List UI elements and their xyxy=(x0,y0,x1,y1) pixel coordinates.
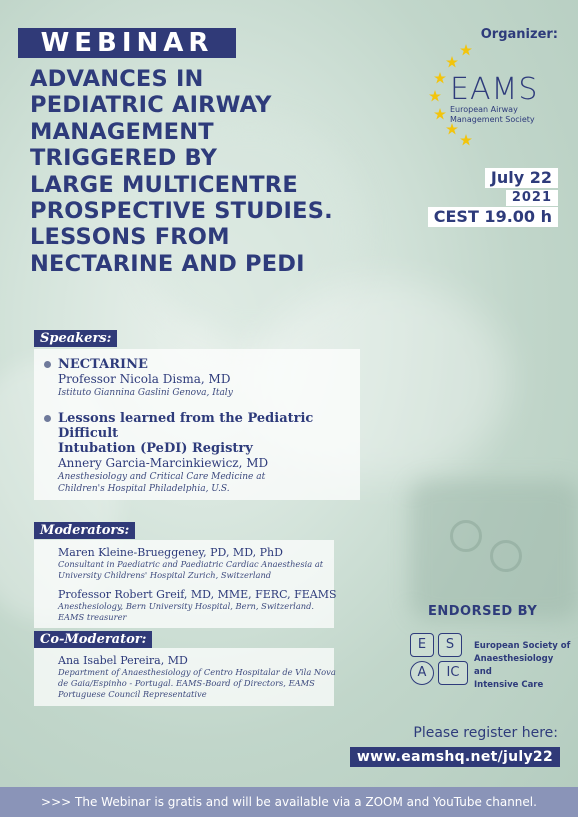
eams-logo xyxy=(426,40,566,150)
esaic-name-line: Intensive Care xyxy=(474,680,544,690)
speaker-name: Professor Nicola Disma, MD xyxy=(58,372,231,386)
endorsed-by-label: ENDORSED BY xyxy=(428,604,538,619)
title-line: MANAGEMENT xyxy=(30,118,214,145)
moderator-affiliation: Consultant in Paediatric and Paediatric Cardiac Anaesthesia at xyxy=(58,559,324,569)
speakers-panel xyxy=(34,349,360,500)
title-line: LARGE MULTICENTRE xyxy=(30,171,298,198)
speaker-entry xyxy=(58,411,360,495)
esaic-logo-letter: A xyxy=(410,661,434,685)
co-moderator-label: Co-Moderator: xyxy=(34,631,152,648)
esaic-name xyxy=(474,640,574,692)
background-dial xyxy=(450,520,482,552)
moderator-entry xyxy=(58,546,348,581)
co-moderator-affiliation: de Gaia/Espinho - Portugal. EAMS-Board of Directors, EAMS xyxy=(58,678,315,688)
co-moderator-affiliation: Department of Anaesthesiology of Centro Hospitalar de Vila Nova xyxy=(58,667,336,677)
speaker-topic: Lessons learned from the Pediatric Difficult xyxy=(58,411,314,441)
speaker-entry xyxy=(58,357,233,399)
event-year: 2021 xyxy=(506,190,558,206)
moderator-name: Maren Kleine-Brueggeney, PD, MD, PhD xyxy=(58,546,283,559)
speaker-affiliation: Anesthesiology and Critical Care Medicine at xyxy=(58,472,266,482)
bullet-icon xyxy=(44,415,51,422)
esaic-name-line: Anaesthesiology and xyxy=(474,654,554,677)
title-line: PROSPECTIVE STUDIES. xyxy=(30,198,333,225)
moderator-affiliation: University Childrens' Hospital Zurich, Switzerland xyxy=(58,570,272,580)
moderator-affiliation: Anesthesiology, Bern University Hospital, Bern, Switzerland. xyxy=(58,601,315,611)
moderator-affiliation: EAMS treasurer xyxy=(58,612,127,622)
webinar-badge: WEBINAR xyxy=(18,28,236,58)
moderator-entry xyxy=(58,588,348,623)
esaic-name-line: European Society of xyxy=(474,641,571,651)
co-moderator-name: Ana Isabel Pereira, MD xyxy=(58,654,188,667)
speaker-topic: Intubation (PeDI) Registry xyxy=(58,441,253,456)
footer-note: >>> The Webinar is gratis and will be available via a ZOOM and YouTube channel. xyxy=(0,787,578,817)
moderators-panel xyxy=(34,540,337,628)
co-moderator-entry xyxy=(58,654,348,700)
eams-logo-text: EAMS xyxy=(450,72,539,107)
title-line: PEDIATRIC AIRWAY xyxy=(30,92,272,119)
speaker-topic: NECTARINE xyxy=(58,357,148,372)
webinar-title xyxy=(30,66,370,277)
moderators-label: Moderators: xyxy=(34,522,135,539)
speaker-affiliation: Children's Hospital Philadelphia, U.S. xyxy=(58,484,230,494)
speakers-label: Speakers: xyxy=(34,330,117,347)
co-moderator-panel xyxy=(34,648,334,706)
speaker-affiliation: Istituto Giannina Gaslini Genova, Italy xyxy=(58,388,233,398)
title-line: ADVANCES IN xyxy=(30,66,204,92)
title-line: TRIGGERED BY xyxy=(30,145,218,172)
esaic-logo-letter: E xyxy=(410,633,434,657)
bullet-icon xyxy=(44,361,51,368)
eams-subtitle-line: European Airway xyxy=(450,105,518,114)
background-dial xyxy=(490,540,522,572)
event-date: July 22 xyxy=(485,168,558,188)
title-line: LESSONS FROM xyxy=(30,224,230,251)
organizer-label: Organizer: xyxy=(480,27,558,42)
register-label: Please register here: xyxy=(413,725,558,741)
title-line: NECTARINE AND PEDI xyxy=(30,250,305,277)
speaker-name: Annery Garcia-Marcinkiewicz, MD xyxy=(58,456,269,470)
register-link[interactable]: www.eamshq.net/july22 xyxy=(350,747,560,767)
event-time: CEST 19.00 h xyxy=(428,207,558,227)
moderator-name: Professor Robert Greif, MD, MME, FERC, FEAMS xyxy=(58,588,337,601)
eams-logo-subtitle xyxy=(450,105,560,125)
co-moderator-affiliation: Portuguese Council Representative xyxy=(58,689,207,699)
esaic-logo-letter: IC xyxy=(438,661,468,685)
eams-subtitle-line: Management Society xyxy=(450,115,535,124)
esaic-logo-letter: S xyxy=(438,633,462,657)
